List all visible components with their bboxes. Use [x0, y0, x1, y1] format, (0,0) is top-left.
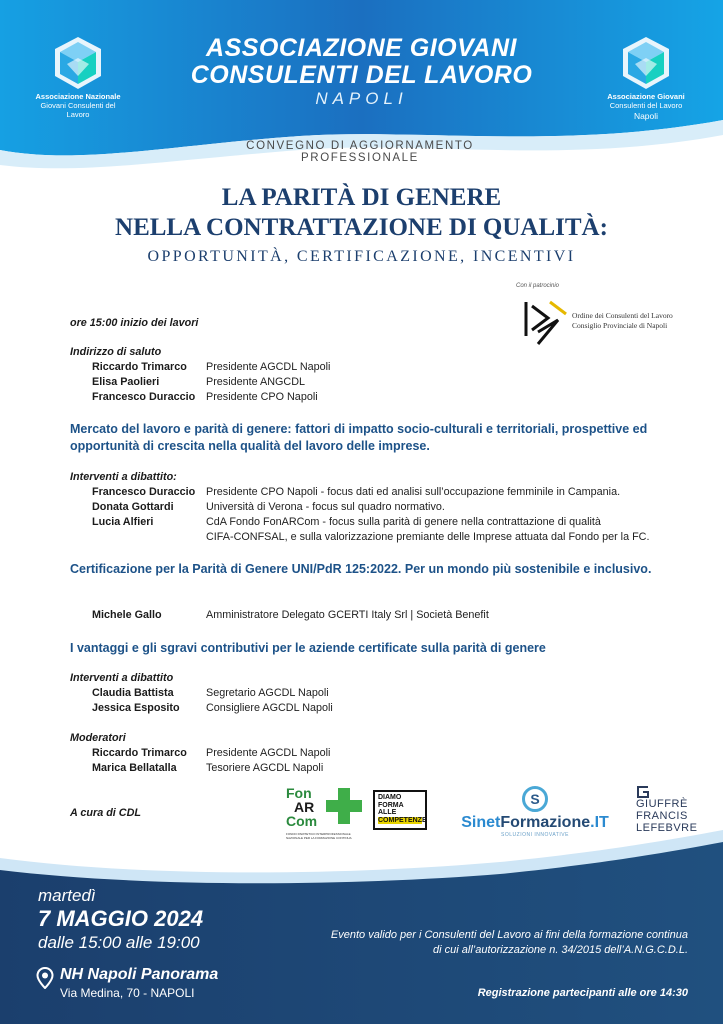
- speaker-role: Segretario AGCDL Napoli: [206, 687, 329, 699]
- moderatori-heading: Moderatori: [70, 732, 126, 744]
- program-start: ore 15:00 inizio dei lavori: [70, 317, 199, 329]
- main-title-line1: LA PARITÀ DI GENERE: [221, 184, 502, 211]
- main-subtitle: OPPORTUNITÀ, CERTIFICAZIONE, INCENTIVI: [147, 248, 576, 265]
- speaker-role: Presidente CPO Napoli: [206, 391, 318, 403]
- fonarcom-text-1: Fon: [286, 785, 312, 801]
- org-title-line2: CONSULENTI DEL LAVORO: [190, 61, 533, 89]
- sinet-small: SOLUZIONI INNOVATIVE: [501, 832, 569, 838]
- event-address: Via Medina, 70 - NAPOLI: [60, 986, 195, 1000]
- speaker-role: Presidente CPO Napoli - focus dati ed analisi sull’occupazione femminile in Campania.: [206, 486, 621, 498]
- speaker-name: Riccardo Trimarco: [92, 747, 187, 759]
- registration-note: Registrazione partecipanti alle ore 14:30: [477, 987, 688, 999]
- section-2-title: Certificazione per la Parità di Genere UNI/PdR 125:2022. Per un mondo più sostenibile e inclusivo.: [70, 562, 652, 576]
- accreditation-line1: Evento valido per i Consulenti del Lavoro ai fini della formazione continua: [330, 929, 688, 941]
- speaker-role: Tesoriere AGCDL Napoli: [206, 762, 324, 774]
- sinet-formazione-logo: [455, 786, 615, 838]
- speaker-name: Francesco Duraccio: [92, 391, 196, 403]
- sinet-text-b: Formazione: [500, 814, 591, 831]
- giuffre-text-1: GIUFFRÈ: [636, 798, 688, 810]
- speaker-role: Presidente AGCDL Napoli: [206, 747, 331, 759]
- patrocinio-name: [572, 311, 673, 331]
- org-title-line1: ASSOCIAZIONE GIOVANI: [206, 34, 517, 62]
- event-time: dalle 15:00 alle 19:00: [38, 933, 200, 952]
- fonarcom-logo: [286, 786, 362, 844]
- giuffre-text-2: FRANCIS: [636, 810, 688, 822]
- main-title-line2: NELLA CONTRATTAZIONE DI QUALITÀ:: [115, 214, 608, 241]
- diamo-forma-logo: [373, 790, 427, 830]
- giuffre-text-3: LEFEBVRE: [636, 822, 698, 834]
- convegno-label: CONVEGNO DI AGGIORNAMENTO PROFESSIONALE: [246, 140, 474, 164]
- sinet-text-a: Sinet: [461, 814, 501, 831]
- speaker-role: Presidente ANGCDL: [206, 376, 306, 388]
- section-1-title: Mercato del lavoro e parità di genere: fattori di impatto socio-culturali e territoriali, prospettive ed opportunità di crescita nella qualità del lavoro delle imprese.: [70, 422, 648, 453]
- speaker-role: Università di Verona - focus sul quadro normativo.: [206, 501, 445, 513]
- section-3-title: I vantaggi e gli sgravi contributivi per le aziende certificate sulla parità di genere: [70, 641, 546, 655]
- a-cura-label: A cura di CDL: [70, 807, 141, 819]
- logo-left-line1: Associazione Nazionale: [35, 92, 121, 101]
- logo-right-line3: Napoli: [633, 111, 659, 121]
- logo-right-line1: Associazione Giovani: [607, 92, 685, 101]
- speaker-name: Riccardo Trimarco: [92, 361, 187, 373]
- event-day: martedì: [38, 886, 96, 905]
- sinet-text-c: .IT: [590, 814, 609, 831]
- plus-cross-icon: [326, 788, 362, 824]
- speaker-name: Michele Gallo: [92, 609, 162, 621]
- event-date: 7 MAGGIO 2024: [38, 906, 204, 931]
- saluto-heading: Indirizzo di saluto: [70, 346, 162, 358]
- speaker-name: Elisa Paolieri: [92, 376, 160, 388]
- accreditation-line2: di cui all’autorizzazione n. 34/2015 dell’A.N.G.C.D.L.: [433, 944, 688, 956]
- dibattito-1-heading: Interventi a dibattito:: [70, 471, 177, 483]
- diamo-text-3: ALLE: [378, 809, 397, 816]
- speaker-name: Lucia Alfieri: [92, 516, 154, 528]
- g-mark-icon: [636, 786, 650, 798]
- speaker-role: Consigliere AGCDL Napoli: [206, 702, 333, 714]
- logo-left-line2: Giovani Consulenti del Lavoro: [40, 101, 116, 119]
- speaker-name: Claudia Battista: [92, 687, 174, 699]
- ordine-logo-icon: [520, 296, 568, 348]
- fonarcom-text-3: Com: [286, 813, 318, 829]
- org-city: NAPOLI: [315, 89, 408, 108]
- speaker-name: Francesco Duraccio: [92, 486, 196, 498]
- speaker-name: Donata Gottardi: [92, 501, 174, 513]
- patrocinio-label: Con il patrocinio: [516, 283, 560, 289]
- giuffre-logo: [636, 786, 706, 842]
- dibattito-2-heading: Interventi a dibattito: [70, 672, 174, 684]
- speaker-role: Amministratore Delegato GCERTI Italy Srl | Società Benefit: [206, 609, 489, 621]
- speaker-role-cont: CIFA-CONFSAL, e sulla valorizzazione premiante delle Imprese attuata dal Fondo per la FC.: [206, 531, 650, 543]
- diamo-text-1: DIAMO: [378, 794, 402, 801]
- fonarcom-small: FONDO PARITETICO INTERPROFESSIONALE NAZIONALE PER LA FORMAZIONE CONTINUA: [286, 832, 352, 840]
- sinet-circle-icon: S: [522, 786, 548, 812]
- fonarcom-text-2: AR: [294, 799, 315, 815]
- event-venue: NH Napoli Panorama: [60, 966, 219, 983]
- speaker-role: Presidente AGCDL Napoli: [206, 361, 331, 373]
- speaker-name: Jessica Esposito: [92, 702, 180, 714]
- diamo-text-4: COMPETENZE: [378, 816, 427, 824]
- speaker-name: Marica Bellatalla: [92, 762, 177, 774]
- logo-right-line2: Consulenti del Lavoro: [609, 101, 683, 110]
- location-pin-icon: [36, 967, 54, 989]
- speaker-role: CdA Fondo FonARCom - focus sulla parità di genere nella contrattazione di qualità: [206, 516, 601, 528]
- diamo-text-2: FORMA: [378, 801, 404, 809]
- patrocinio-line1: Ordine dei Consulenti del Lavoro: [572, 311, 673, 320]
- patrocinio-line2: Consiglio Provinciale di Napoli: [572, 321, 668, 330]
